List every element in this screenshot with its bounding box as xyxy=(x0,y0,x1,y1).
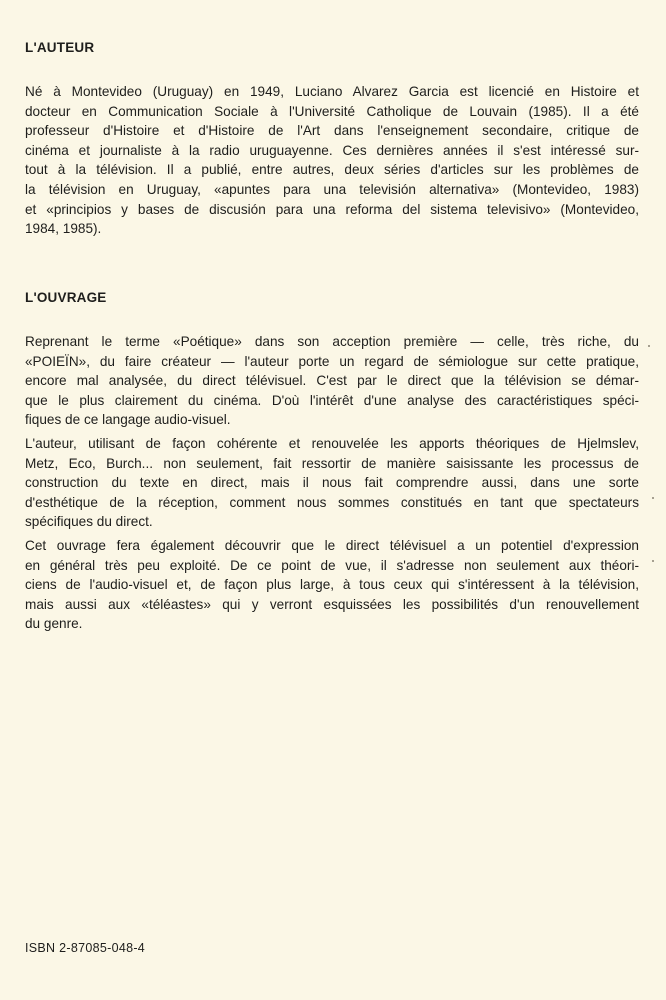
work-line: que le plus clairement du cinéma. D'où l'intérêt d'une analyse des caractéristiques spéci- xyxy=(25,392,639,408)
work-line: fiques de ce langage audio-visuel. xyxy=(25,412,231,428)
author-line: et «principios y bases de discusión para una reforma del sistema televisivo» (Montevideo, xyxy=(25,201,639,217)
author-line: docteur en Communication Sociale à l'Université Catholique de Louvain (1985). Il a été xyxy=(25,103,639,119)
isbn-number: ISBN 2-87085-048-4 xyxy=(25,941,146,955)
work-line: spécifiques du direct. xyxy=(25,514,153,530)
work-paragraph-3 xyxy=(25,536,639,634)
paper-speck xyxy=(652,497,654,499)
paper-speck xyxy=(648,345,650,347)
work-line: Reprenant le terme «Poétique» dans son acception première — celle, très riche, du xyxy=(25,334,639,349)
work-line: d'esthétique de la réception, comment nous sommes constitués en tant que spectateurs xyxy=(25,494,639,510)
work-line: «POIEÏN», du faire créateur — l'auteur porte un regard de sémiologue sur cette pratique, xyxy=(25,353,639,369)
work-line: du genre. xyxy=(25,616,83,632)
paper-speck xyxy=(652,560,654,562)
author-line: professeur d'Histoire et d'Histoire de l'Art dans l'enseignement secondaire, critique de xyxy=(25,123,639,139)
work-line: construction du texte en direct, mais il nous fait comprendre aussi, dans une sorte xyxy=(25,475,639,491)
work-line: mais aussi aux «téléastes» qui y verront esquissées les possibilités d'un renouvellement xyxy=(25,596,639,612)
author-heading: L'AUTEUR xyxy=(25,40,95,55)
author-line: la télévision en Uruguay, «apuntes para una televisión alternativa» (Montevideo, 1983) xyxy=(25,181,639,197)
work-paragraph-1 xyxy=(25,332,639,430)
work-heading: L'OUVRAGE xyxy=(25,290,107,305)
work-line: ciens de l'audio-visuel et, de façon plus large, à tous ceux qui s'intéressent à la télévision, xyxy=(25,577,639,593)
author-line: 1984, 1985). xyxy=(25,221,102,237)
work-line: L'auteur, utilisant de façon cohérente et renouvelée les apports théoriques de Hjelmslev, xyxy=(25,436,639,451)
work-paragraph-2 xyxy=(25,434,639,532)
author-biography xyxy=(25,82,639,239)
work-line: en général très peu exploité. De ce point de vue, il s'adresse non seulement aux théori- xyxy=(25,557,639,573)
author-line: cinéma et journaliste à la radio uruguayenne. Ces dernières années il s'est intéressé sur- xyxy=(25,142,639,158)
author-line: Né à Montevideo (Uruguay) en 1949, Luciano Alvarez Garcia est licencié en Histoire et xyxy=(25,84,639,99)
author-line: tout à la télévision. Il a publié, entre autres, deux séries d'articles sur les problèmes de xyxy=(25,162,639,178)
work-line: Cet ouvrage fera également découvrir que le direct télévisuel a un potentiel d'expression xyxy=(25,538,639,553)
work-line: encore mal analysée, du direct télévisuel. C'est par le direct que la télévision se démar- xyxy=(25,373,639,389)
work-line: Metz, Eco, Burch... non seulement, fait ressortir de manière saisissante les processus de xyxy=(25,455,639,471)
